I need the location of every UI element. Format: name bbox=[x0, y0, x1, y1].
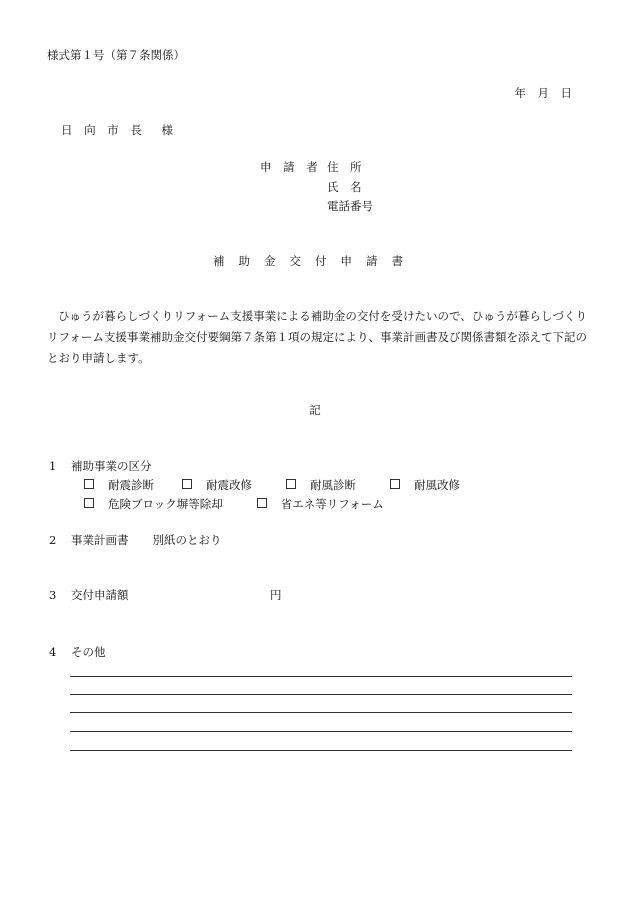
applicant-label: 申 請 者 bbox=[260, 160, 322, 174]
category-row-1 bbox=[84, 479, 484, 492]
checkbox[interactable] bbox=[286, 479, 296, 489]
document-title: 補助金交付申請書 bbox=[213, 254, 417, 268]
checkbox[interactable] bbox=[390, 479, 400, 489]
writing-line[interactable] bbox=[70, 750, 572, 751]
section-1-title: 補助事業の区分 bbox=[71, 459, 152, 473]
writing-line[interactable] bbox=[70, 731, 572, 732]
section-2-title: 事業計画書 bbox=[71, 533, 129, 547]
section-4-number: 4 bbox=[49, 645, 57, 659]
writing-line[interactable] bbox=[70, 676, 572, 677]
section-2 bbox=[49, 535, 222, 547]
option-wind-diagnosis[interactable]: 耐風診断 bbox=[286, 479, 356, 492]
form-number: 様式第１号（第７条関係） bbox=[47, 48, 185, 62]
phone-label: 電話番号 bbox=[327, 199, 373, 213]
yen-unit: 円 bbox=[270, 588, 282, 602]
checkbox[interactable] bbox=[84, 479, 94, 489]
section-3-number: 3 bbox=[49, 588, 57, 602]
checkbox[interactable] bbox=[182, 479, 192, 489]
option-block-wall-removal[interactable]: 危険ブロック塀等除却 bbox=[84, 498, 223, 511]
section-3 bbox=[49, 590, 129, 602]
checkbox[interactable] bbox=[84, 498, 94, 508]
date-line: 年 月 日 bbox=[514, 86, 572, 100]
writing-line[interactable] bbox=[70, 712, 572, 713]
section-3-title: 交付申請額 bbox=[71, 588, 129, 602]
section-2-value: 別紙のとおり bbox=[152, 533, 222, 547]
ki-heading: 記 bbox=[309, 403, 321, 417]
option-seismic-diagnosis[interactable]: 耐震診断 bbox=[84, 479, 154, 492]
section-2-number: 2 bbox=[49, 533, 57, 547]
option-seismic-retrofit[interactable]: 耐震改修 bbox=[182, 479, 252, 492]
body-paragraph: ひゅうが暮らしづくりリフォーム支援事業による補助金の交付を受けたいので、ひゅうが暮らしづくりリフォーム支援事業補助金交付要綱第７条第１項の規定により、事業計画書及び関係書類を添えて下記のとおり申請します。 bbox=[47, 309, 587, 365]
writing-line[interactable] bbox=[70, 694, 572, 695]
section-1-number: 1 bbox=[49, 459, 57, 473]
name-label: 氏 名 bbox=[327, 180, 362, 194]
option-energy-saving-reform[interactable]: 省エネ等リフォーム bbox=[257, 498, 384, 511]
option-wind-retrofit[interactable]: 耐風改修 bbox=[390, 479, 460, 492]
section-1-heading bbox=[49, 461, 152, 473]
section-4 bbox=[49, 647, 106, 659]
category-row-2 bbox=[84, 498, 408, 511]
checkbox[interactable] bbox=[257, 498, 267, 508]
section-4-title: その他 bbox=[71, 645, 106, 659]
addressee: 日 向 市 長 様 bbox=[61, 123, 177, 137]
address-label: 住 所 bbox=[327, 160, 362, 174]
